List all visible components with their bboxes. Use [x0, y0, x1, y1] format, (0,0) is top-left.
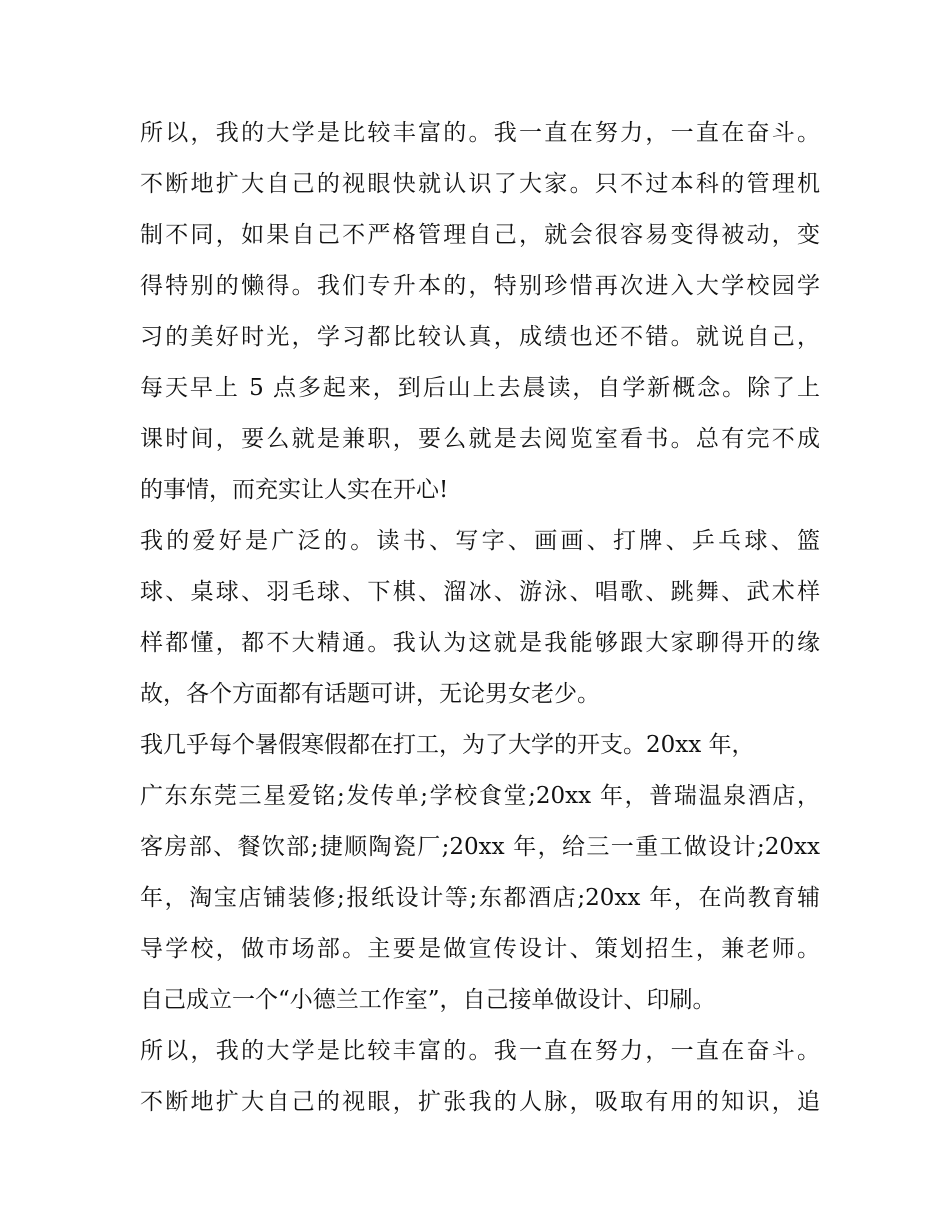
text-line: 不断地扩大自己的视眼，扩张我的人脉，吸取有用的知识，追: [140, 1089, 820, 1115]
text-line: 的事情，而充实让人实在开心!: [140, 477, 449, 503]
text-line: 制不同，如果自己不严格管理自己，就会很容易变得被动，变: [140, 222, 820, 248]
text-line: 习的美好时光，学习都比较认真，成绩也还不错。就说自己，: [140, 324, 820, 350]
text-line: 所以，我的大学是比较丰富的。我一直在努力，一直在奋斗。: [140, 1038, 820, 1064]
document-body: [140, 108, 820, 1128]
text-line: 样都懂，都不大精通。我认为这就是我能够跟大家聊得开的缘: [140, 630, 820, 656]
text-line: 我的爱好是广泛的。读书、写字、画画、打牌、乒乓球、篮: [140, 528, 820, 554]
text-line: 课时间，要么就是兼职，要么就是去阅览室看书。总有完不成: [140, 426, 820, 452]
text-line: 得特别的懒得。我们专升本的，特别珍惜再次进入大学校园学: [140, 273, 820, 299]
text-line: 自己成立一个“小德兰工作室”，自己接单做设计、印刷。: [140, 987, 716, 1013]
text-line: 年，淘宝店铺装修;报纸设计等;东都酒店;20xx 年，在尚教育辅: [140, 885, 820, 911]
text-line: 导学校，做市场部。主要是做宣传设计、策划招生，兼老师。: [140, 936, 820, 962]
text-line: 不断地扩大自己的视眼快就认识了大家。只不过本科的管理机: [140, 171, 820, 197]
text-line: 每天早上 5 点多起来，到后山上去晨读，自学新概念。除了上: [140, 375, 820, 401]
text-line: 球、桌球、羽毛球、下棋、溜冰、游泳、唱歌、跳舞、武术样: [140, 579, 820, 605]
text-line: 我几乎每个暑假寒假都在打工，为了大学的开支。20xx 年，: [140, 732, 755, 758]
text-line: 故，各个方面都有话题可讲，无论男女老少。: [140, 681, 600, 707]
text-line: 广东东莞三星爱铭;发传单;学校食堂;20xx 年，普瑞温泉酒店，: [140, 783, 820, 809]
text-line: 客房部、餐饮部;捷顺陶瓷厂;20xx 年，给三一重工做设计;20xx: [140, 834, 820, 860]
text-line: 所以，我的大学是比较丰富的。我一直在努力，一直在奋斗。: [140, 120, 820, 146]
